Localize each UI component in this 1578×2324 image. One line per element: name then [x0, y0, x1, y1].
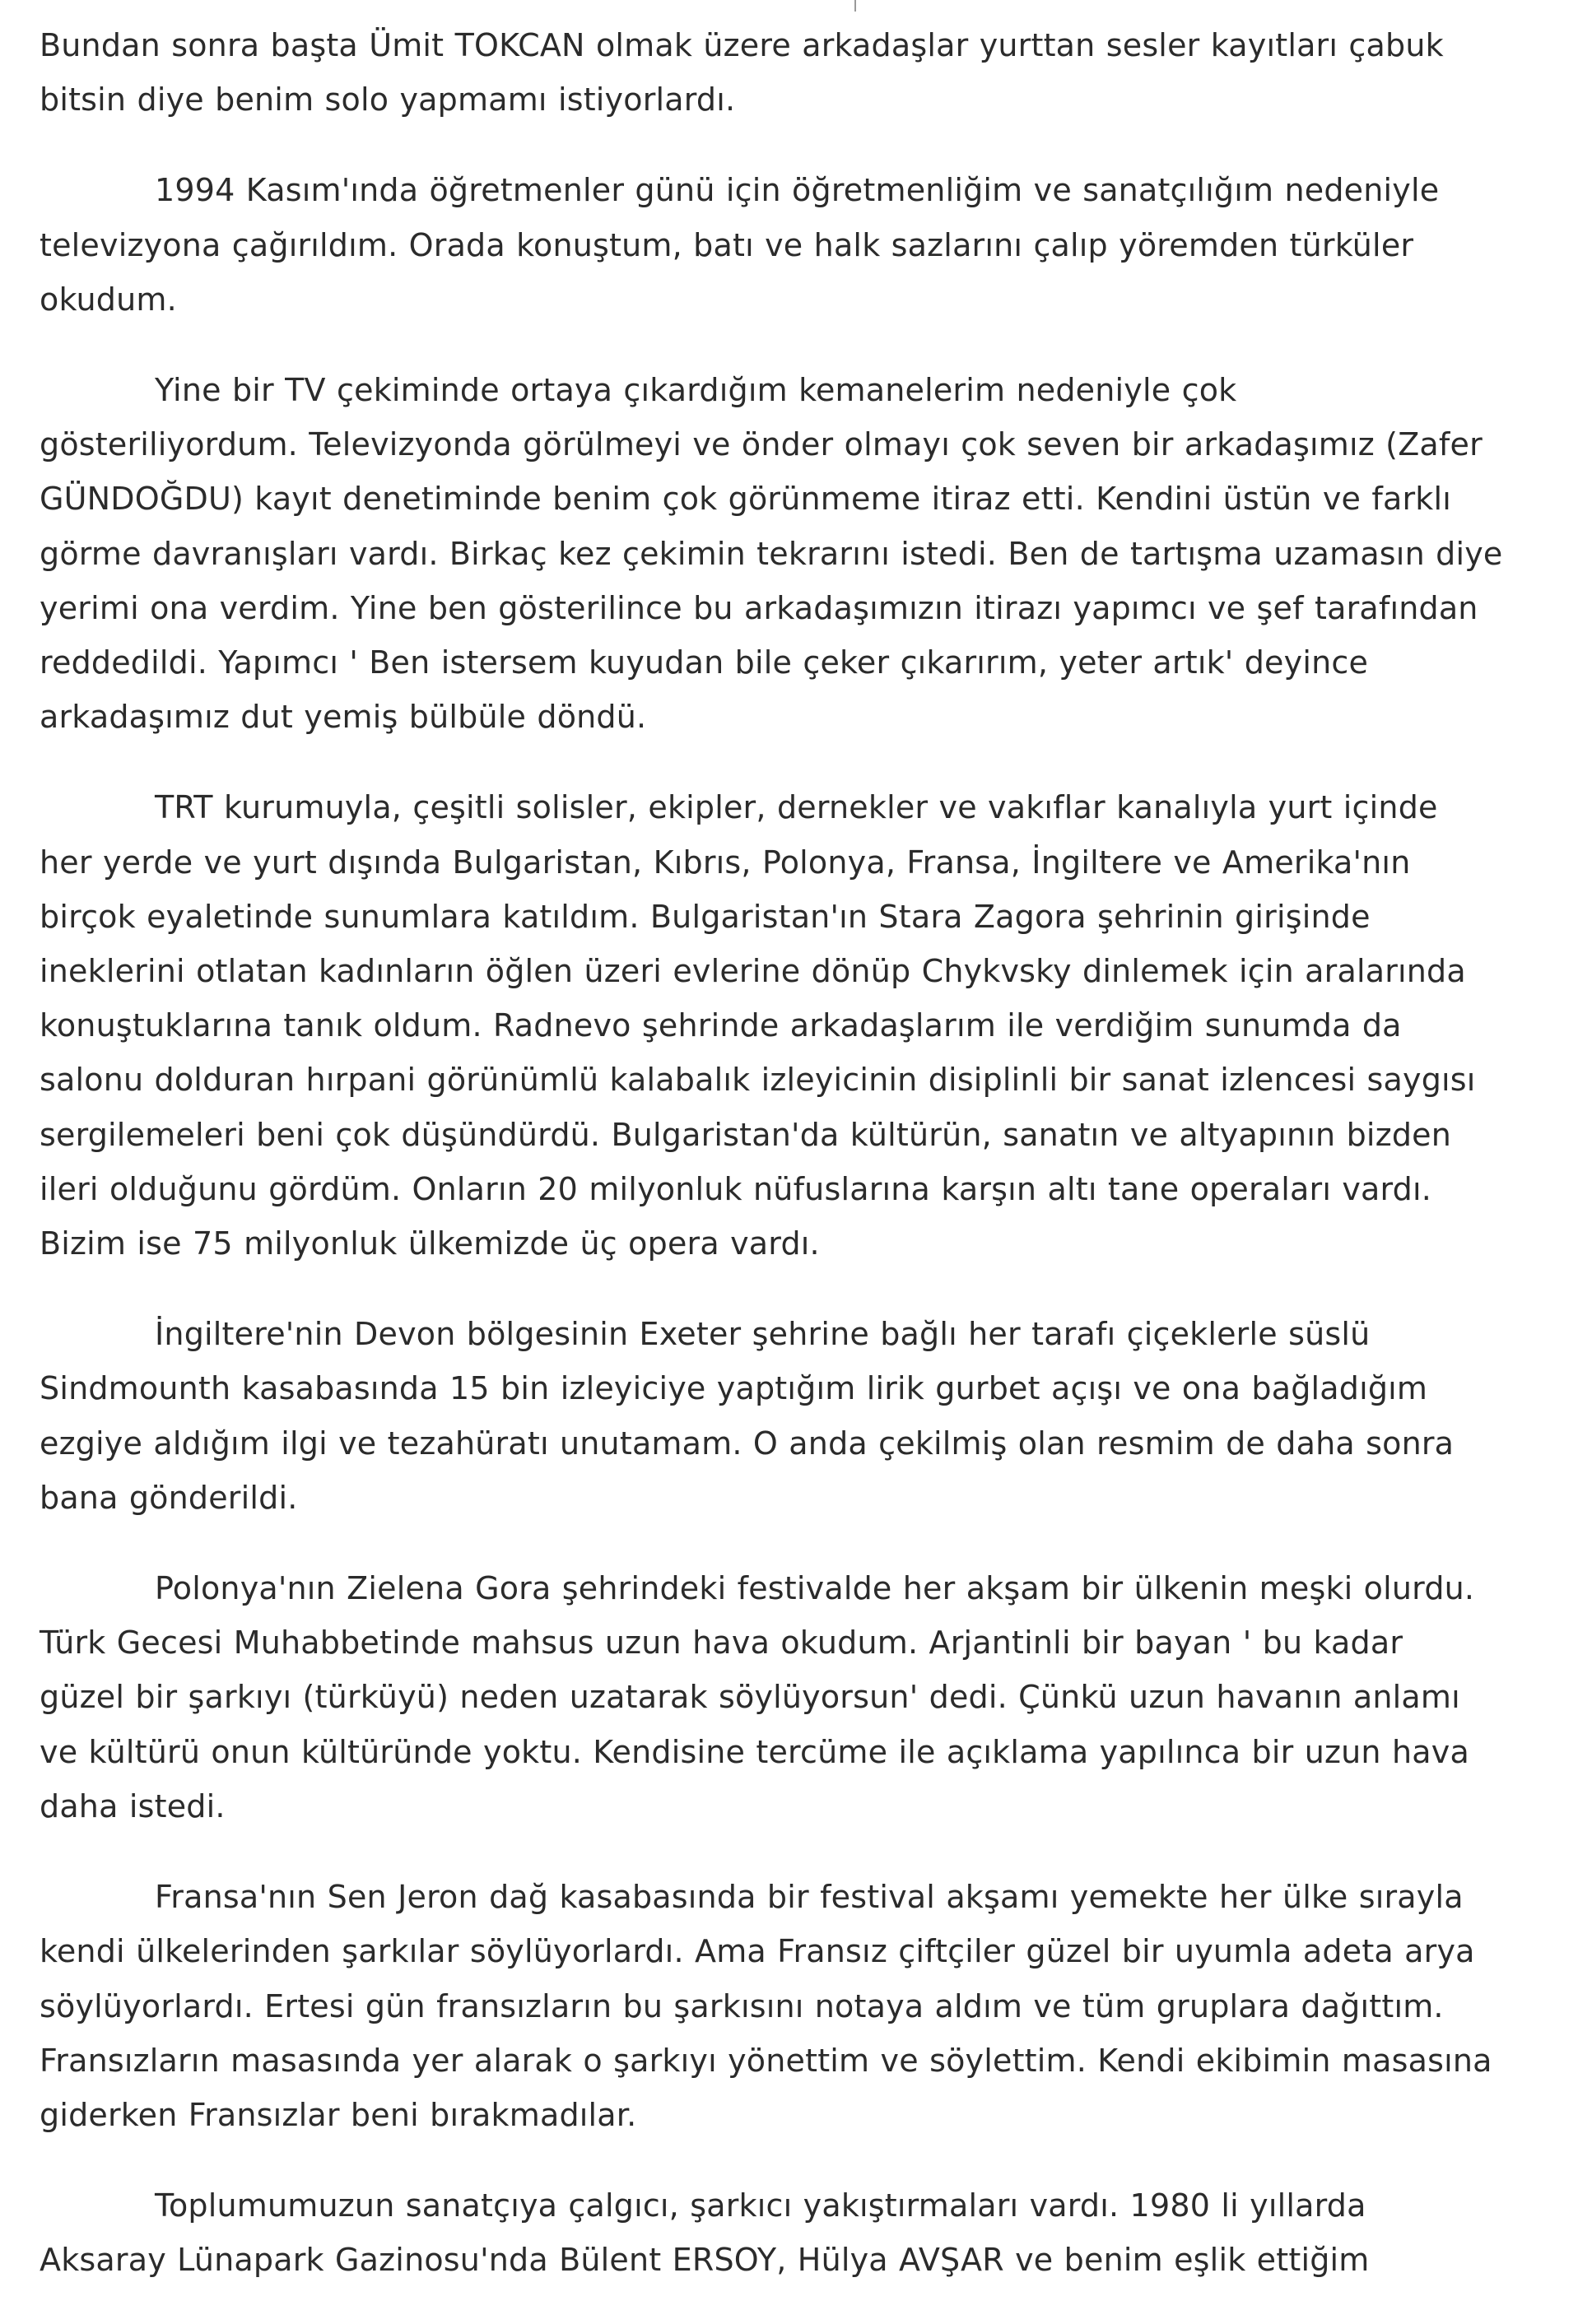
- paragraph-poland-festival: Polonya'nın Zielena Gora şehrindeki festivalde her akşam bir ülkenin meşki olurdu. Türk Gecesi Muhabbetinde mahsus uzun hava okudum. Arjantinli bir bayan ' bu kadar güzel bir şarkıyı (türküyü) neden uzatarak söylüyorsun' dedi. Çünkü uzun havanın anlamı ve kültürü onun kültüründe yoktu. Kendisine tercüme ile açıklama yapılınca bir uzun hava daha istedi.: [40, 1570, 1475, 1824]
- paragraph-society-artist: Toplumumuzun sanatçıya çalgıcı, şarkıcı yakıştırmaları vardı. 1980 li yıllarda Aksaray Lünapark Gazinosu'nda Bülent ERSOY, Hülya AVŞAR ve benim eşlik ettiğim: [40, 2187, 1370, 2279]
- paragraph-france-festival: Fransa'nın Sen Jeron dağ kasabasında bir festival akşamı yemekte her ülke sırayla kendi ülkelerinden şarkılar söylüyorlardı. Ama Fransız çiftçiler güzel bir uyumla adeta arya söylüyorlardı. Ertesi gün fransızların bu şarkısını notaya aldım ve tüm gruplara dağıttım. Fransızların masasında yer alarak o şarkıyı yönettim ve söylettim. Kendi ekibimin masasına giderken Fransızlar beni bırakmadılar.: [40, 1879, 1492, 2133]
- paragraph-teachers-day-tv: 1994 Kasım'ında öğretmenler günü için öğretmenliğim ve sanatçılığım nedeniyle televizyona çağırıldım. Orada konuştum, batı ve halk sazlarını çalıp yöremden türküler okudum.: [40, 172, 1440, 318]
- paragraph-solo-recordings: Bundan sonra başta Ümit TOKCAN olmak üzere arkadaşlar yurttan sesler kayıtları çabuk bitsin diye benim solo yapmamı istiyorlardı.: [40, 27, 1444, 119]
- paragraph-england-sidmouth: İngiltere'nin Devon bölgesinin Exeter şehrine bağlı her tarafı çiçeklerle süslü Sindmounth kasabasında 15 bin izleyiciye yaptığım lirik gurbet açışı ve ona bağladığım ezgiye aldığım ilgi ve tezahüratı unutamam. O anda çekilmiş olan resmim de daha sonra bana gönderildi.: [40, 1316, 1455, 1516]
- scan-artifact-mark: [854, 0, 856, 12]
- document-body: [40, 18, 1554, 2324]
- paragraph-tv-recording-dispute: Yine bir TV çekiminde ortaya çıkardığım kemanelerim nedeniyle çok gösteriliyordum. Televizyonda görülmeyi ve önder olmayı çok seven bir arkadaşımız (Zafer GÜNDOĞDU) kayıt denetiminde benim çok görünmeme itiraz etti. Kendini üstün ve farklı görme davranışları vardı. Birkaç kez çekimin tekrarını istedi. Ben de tartışma uzamasın diye yerimi ona verdim. Yine ben gösterilince bu arkadaşımızın itirazı yapımcı ve şef tarafından reddedildi. Yapımcı ' Ben istersem kuyudan bile çeker çıkarırım, yeter artık' deyince arkadaşımız dut yemiş bülbüle döndü.: [40, 372, 1503, 736]
- paragraph-performances-abroad: TRT kurumuyla, çeşitli solisler, ekipler, dernekler ve vakıflar kanalıyla yurt içinde her yerde ve yurt dışında Bulgaristan, Kıbrıs, Polonya, Fransa, İngiltere ve Amerika'nın birçok eyaletinde sunumlara katıldım. Bulgaristan'ın Stara Zagora şehrinin girişinde ineklerini otlatan kadınların öğlen üzeri evlerine dönüp Chykvsky dinlemek için aralarında konuştuklarına tanık oldum. Radnevo şehrinde arkadaşlarım ile verdiğim sunumda da salonu dolduran hırpani görünümlü kalabalık izleyicinin disiplinli bir sanat izlencesi saygısı sergilemeleri beni çok düşündürdü. Bulgaristan'da kültürün, sanatın ve altyapının bizden ileri olduğunu gördüm. Onların 20 milyonluk nüfuslarına karşın altı tane operaları vardı. Bizim ise 75 milyonluk ülkemizde üç opera vardı.: [40, 789, 1476, 1262]
